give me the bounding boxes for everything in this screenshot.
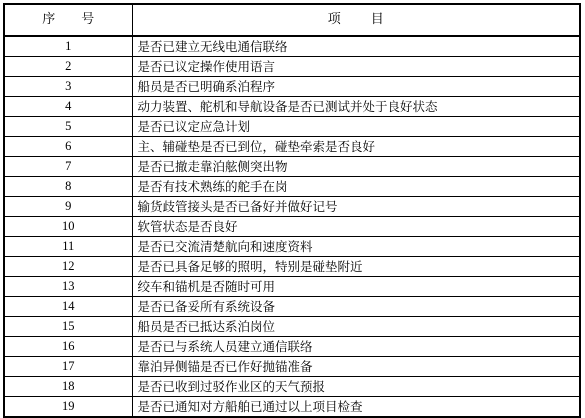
checklist-sheet xyxy=(3,3,579,418)
header-item-char-2: 目 xyxy=(370,12,384,27)
table-row xyxy=(4,97,580,117)
row-check-item: 是否已通知对方船舶已通过以上项目检查 xyxy=(132,397,580,418)
row-check-item: 是否已备妥所有系统设备 xyxy=(132,297,580,317)
row-check-item: 靠泊异侧锚是否已作好抛锚准备 xyxy=(132,357,580,377)
row-serial-number: 7 xyxy=(4,157,132,177)
row-check-item: 是否已议定应急计划 xyxy=(132,117,580,137)
row-serial-number: 8 xyxy=(4,177,132,197)
table-row xyxy=(4,317,580,337)
header-item xyxy=(132,4,580,36)
table-body xyxy=(4,36,580,417)
table-row xyxy=(4,57,580,77)
table-row xyxy=(4,237,580,257)
row-check-item: 是否已与系统人员建立通信联络 xyxy=(132,337,580,357)
row-serial-number: 13 xyxy=(4,277,132,297)
row-serial-number: 12 xyxy=(4,257,132,277)
row-check-item: 软管状态是否良好 xyxy=(132,217,580,237)
table-row xyxy=(4,217,580,237)
row-check-item: 船员是否已抵达系泊岗位 xyxy=(132,317,580,337)
table-row xyxy=(4,157,580,177)
row-serial-number: 16 xyxy=(4,337,132,357)
table-row xyxy=(4,177,580,197)
row-serial-number: 1 xyxy=(4,36,132,57)
header-serial-char-1: 序 xyxy=(42,12,56,27)
row-serial-number: 2 xyxy=(4,57,132,77)
row-check-item: 输货歧管接头是否已备好并做好记号 xyxy=(132,197,580,217)
header-serial-char-2: 号 xyxy=(81,12,95,27)
table-row xyxy=(4,297,580,317)
table-header xyxy=(4,4,580,36)
table-row xyxy=(4,377,580,397)
row-serial-number: 17 xyxy=(4,357,132,377)
row-serial-number: 6 xyxy=(4,137,132,157)
table-row xyxy=(4,137,580,157)
row-check-item: 主、辅碰垫是否已到位，碰垫牵索是否良好 xyxy=(132,137,580,157)
row-serial-number: 18 xyxy=(4,377,132,397)
table-row xyxy=(4,36,580,57)
row-check-item: 是否已收到过驳作业区的天气预报 xyxy=(132,377,580,397)
table-row xyxy=(4,357,580,377)
row-serial-number: 14 xyxy=(4,297,132,317)
row-check-item: 是否有技术熟练的舵手在岗 xyxy=(132,177,580,197)
table-row xyxy=(4,277,580,297)
checklist-table xyxy=(3,3,581,418)
table-row xyxy=(4,337,580,357)
row-check-item: 绞车和锚机是否随时可用 xyxy=(132,277,580,297)
row-serial-number: 3 xyxy=(4,77,132,97)
table-row xyxy=(4,257,580,277)
row-check-item: 是否已具备足够的照明，特别是碰垫附近 xyxy=(132,257,580,277)
row-serial-number: 19 xyxy=(4,397,132,418)
header-serial-number xyxy=(4,4,132,36)
row-check-item: 是否已撤走靠泊舷侧突出物 xyxy=(132,157,580,177)
row-check-item: 是否已议定操作使用语言 xyxy=(132,57,580,77)
table-row xyxy=(4,197,580,217)
row-serial-number: 5 xyxy=(4,117,132,137)
header-item-char-1: 项 xyxy=(327,12,341,27)
row-check-item: 是否已建立无线电通信联络 xyxy=(132,36,580,57)
table-row xyxy=(4,397,580,418)
row-serial-number: 10 xyxy=(4,217,132,237)
row-serial-number: 15 xyxy=(4,317,132,337)
row-serial-number: 9 xyxy=(4,197,132,217)
row-check-item: 是否已交流清楚航向和速度资料 xyxy=(132,237,580,257)
row-check-item: 船员是否已明确系泊程序 xyxy=(132,77,580,97)
table-row xyxy=(4,77,580,97)
row-serial-number: 4 xyxy=(4,97,132,117)
row-serial-number: 11 xyxy=(4,237,132,257)
row-check-item: 动力装置、舵机和导航设备是否已测试并处于良好状态 xyxy=(132,97,580,117)
header-row xyxy=(4,4,580,36)
table-row xyxy=(4,117,580,137)
